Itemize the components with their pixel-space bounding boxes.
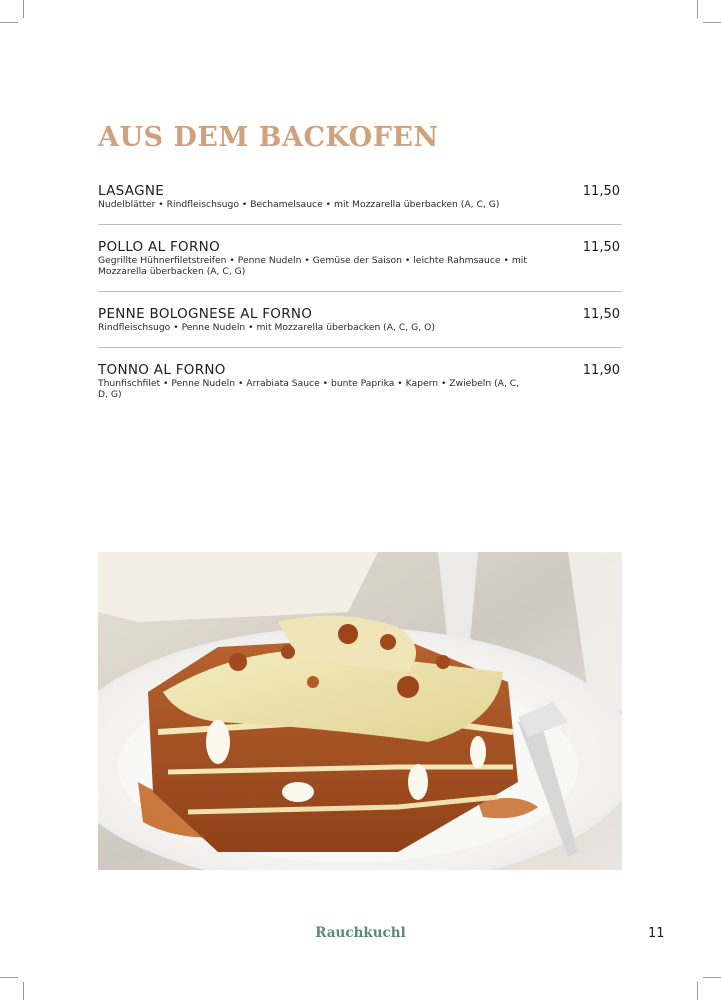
page-number: 11 xyxy=(648,926,665,941)
item-price: 11,50 xyxy=(582,184,620,199)
item-name: LASAGNE xyxy=(98,183,165,199)
item-name: PENNE BOLOGNESE AL FORNO xyxy=(98,306,313,322)
lasagne-illustration xyxy=(98,552,622,870)
section-title: AUS DEM BACKOFEN xyxy=(98,122,439,153)
menu-item-tonno-al-forno xyxy=(98,362,622,414)
item-price: 11,50 xyxy=(582,240,620,255)
crop-mark xyxy=(0,22,18,23)
menu-item-penne-bolognese xyxy=(98,306,622,348)
item-name: POLLO AL FORNO xyxy=(98,239,220,255)
crop-mark xyxy=(0,977,18,978)
brand-name: Rauchkuchl xyxy=(315,925,406,941)
lasagne-photo xyxy=(98,552,622,870)
menu-item-pollo-al-forno xyxy=(98,239,622,292)
item-description: Rindfleischsugo • Penne Nudeln • mit Mozzarella überbacken (A, C, G, O) xyxy=(98,322,435,333)
crop-mark xyxy=(697,0,698,18)
crop-mark xyxy=(23,0,24,18)
crop-mark xyxy=(703,22,721,23)
item-description: Thunfischfilet • Penne Nudeln • Arrabiata Sauce • bunte Paprika • Kapern • Zwiebeln (A, C, D, G) xyxy=(98,378,520,400)
item-price: 11,90 xyxy=(582,363,620,378)
item-price: 11,50 xyxy=(582,307,620,322)
item-description: Gegrillte Hühnerfiletstreifen • Penne Nudeln • Gemüse der Saison • leichte Rahmsauce • mit Mozzarella überbacken (A, C, G) xyxy=(98,255,527,277)
crop-mark xyxy=(703,977,721,978)
crop-mark xyxy=(23,982,24,1000)
crop-mark xyxy=(697,982,698,1000)
item-description: Nudelblätter • Rindfleischsugo • Bechamelsauce • mit Mozzarella überbacken (A, C, G) xyxy=(98,199,500,210)
item-name: TONNO AL FORNO xyxy=(98,362,226,378)
menu-item-lasagne xyxy=(98,183,622,225)
menu-list xyxy=(98,183,622,428)
